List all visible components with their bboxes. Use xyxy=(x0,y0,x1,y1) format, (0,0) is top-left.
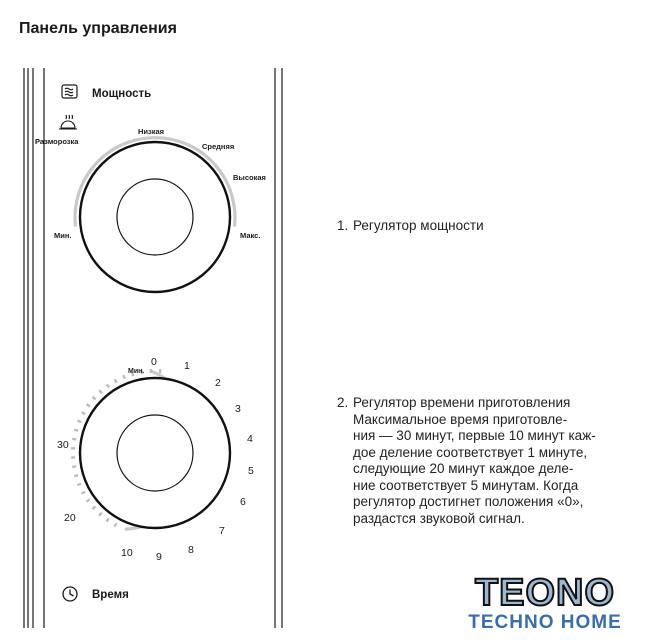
timer-mark-0: 0 xyxy=(151,356,157,368)
note-2-number: 2. xyxy=(337,395,349,410)
timer-mark-7: 7 xyxy=(219,525,225,537)
power-label: Мощность xyxy=(92,88,152,100)
timer-scale-tick xyxy=(99,390,102,393)
timer-mark-20: 20 xyxy=(64,512,76,524)
timer-mark-5: 5 xyxy=(248,465,254,477)
timer-mark-3: 3 xyxy=(235,403,241,415)
timer-mark-10: 10 xyxy=(121,547,133,559)
note-1-text: Регулятор мощности xyxy=(353,218,484,233)
clock-icon xyxy=(63,587,77,601)
time-label: Время xyxy=(92,589,129,601)
timer-scale-tick xyxy=(72,439,76,440)
power-mark-high: Высокая xyxy=(233,173,266,182)
timer-scale-tick xyxy=(93,397,96,400)
timer-scale-tick xyxy=(74,430,78,431)
timer-scale-tick xyxy=(87,404,90,406)
timer-mark-6: 6 xyxy=(240,496,246,508)
timer-scale-tick xyxy=(99,513,102,516)
timer-scale-tick xyxy=(107,518,109,521)
page-title: Панель управления xyxy=(19,20,177,37)
note-2-text: Регулятор времени приготовления Максимальное время приготовле- ния — 30 минут, первые 10 минут каж- дое деление соответствует 1 минуте, следующие 20 минут каждое деле- ние соответствует 5 минутам. Когда регулятор достигнет положения «0», раздастся звуковой сигнал. xyxy=(353,395,596,526)
timer-mark-min: Мин. xyxy=(128,368,145,375)
timer-scale-tick xyxy=(92,506,95,509)
power-mark-max: Макс. xyxy=(240,231,261,240)
power-mark-medium: Средняя xyxy=(202,142,235,151)
timer-mark-1: 1 xyxy=(184,360,190,372)
power-mark-low: Низкая xyxy=(138,127,165,136)
timer-mark-9: 9 xyxy=(156,551,162,563)
timer-scale-tick xyxy=(77,421,81,423)
timer-scale-tick xyxy=(115,379,117,383)
timer-scale-tick xyxy=(115,523,117,527)
timer-scale-tick xyxy=(74,475,78,476)
timer-scale-tick xyxy=(77,484,81,486)
timer-knob[interactable] xyxy=(80,378,230,528)
timer-scale-tick xyxy=(87,499,90,501)
note-1-number: 1. xyxy=(337,218,349,233)
timer-mark-4: 4 xyxy=(247,433,253,445)
timer-scale-tick xyxy=(123,375,125,379)
timer-scale-tick xyxy=(107,384,109,387)
timer-mark-8: 8 xyxy=(188,544,194,556)
power-knob[interactable] xyxy=(80,142,230,292)
defrost-cloche-icon xyxy=(59,115,77,129)
note-power-regulator xyxy=(337,218,627,238)
timer-scale-tick xyxy=(81,492,85,494)
timer-scale-tick xyxy=(82,412,85,414)
power-mark-min: Мин. xyxy=(54,231,72,240)
timer-scale-tick xyxy=(72,466,76,467)
brand-logo xyxy=(455,573,635,637)
timer-mark-2: 2 xyxy=(215,377,221,389)
power-mark-defrost: Разморозка xyxy=(35,137,79,146)
timer-mark-30: 30 xyxy=(57,439,69,451)
logo-tagline: TECHNO HOME xyxy=(468,612,622,633)
microwave-waves-icon xyxy=(62,85,77,98)
logo-wordmark: TEONO xyxy=(474,572,616,614)
note-timer-regulator xyxy=(337,395,637,535)
